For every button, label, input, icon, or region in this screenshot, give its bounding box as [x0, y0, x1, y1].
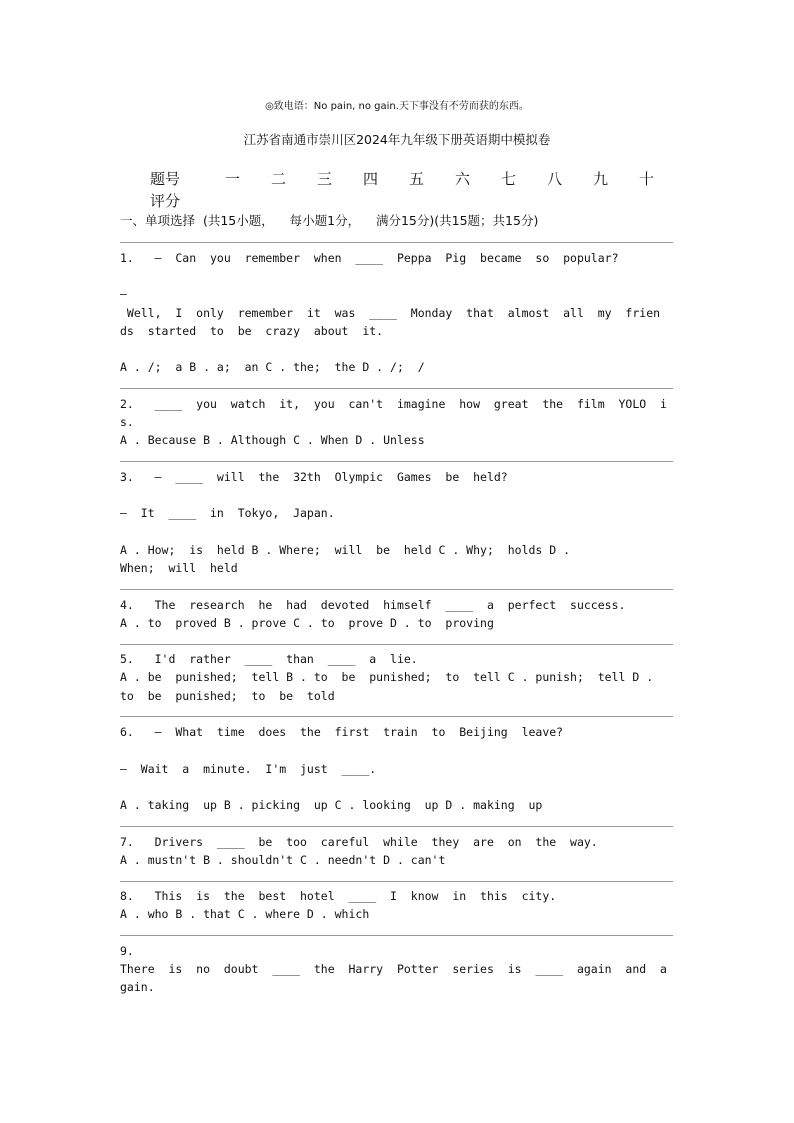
question-3-options: A . How; is held B . Where; will be held C . Why; holds D .: [120, 543, 571, 557]
score-table-header: [150, 168, 670, 188]
exam-title: 江苏省南通市崇川区2024年九年级下册英语期中模拟卷: [243, 132, 551, 147]
section-heading: 一、单项选择 (共15小题， 每小题1分， 满分15分)(共15题；共15分): [120, 213, 539, 228]
score-column-7: 七: [501, 170, 517, 188]
question-divider: [120, 242, 673, 243]
question-1-line-3: Well, I only remember it was ____ Monday that almost all my frien: [120, 306, 661, 320]
question-1-line-4: ds started to be crazy about it.: [120, 324, 384, 338]
score-column-8: 八: [547, 170, 563, 188]
question-8-options: A . who B . that C . where D . which: [120, 907, 370, 921]
question-7-options: A . mustn't B . shouldn't C . needn't D . can't: [120, 853, 446, 867]
question-9-line-1: 9.: [120, 944, 134, 958]
question-divider: [120, 644, 673, 645]
question-1-line-2: —: [120, 287, 127, 301]
question-3-options-cont: When; will held: [120, 561, 238, 575]
question-6-options: A . taking up B . picking up C . looking up D . making up: [120, 798, 543, 812]
question-2-line-1: 2. ____ you watch it, you can't imagine how great the film YOLO i: [120, 397, 667, 411]
question-8-line-1: 8. This is the best hotel ____ I know in this city.: [120, 889, 557, 903]
question-5-options: A . be punished; tell B . to be punished; to tell C . punish; tell D .: [120, 670, 654, 684]
question-4-options: A . to proved B . prove C . to prove D . to proving: [120, 616, 494, 630]
question-3-line-1: 3. — ____ will the 32th Olympic Games be held?: [120, 470, 508, 484]
score-column-4: 四: [363, 170, 379, 188]
question-2-options: A . Because B . Although C . When D . Unless: [120, 433, 425, 447]
score-column-5: 五: [409, 170, 425, 188]
score-column-9: 九: [593, 170, 609, 188]
question-9-line-3: gain.: [120, 980, 155, 994]
question-divider: [120, 826, 673, 827]
question-divider: [120, 935, 673, 936]
question-1-line-1: 1. — Can you remember when ____ Peppa Pig became so popular?: [120, 251, 619, 265]
score-column-1: 一: [225, 170, 241, 188]
score-column-10: 十: [639, 170, 655, 188]
question-3-line-2: — It ____ in Tokyo, Japan.: [120, 506, 335, 520]
question-7-line-1: 7. Drivers ____ be too careful while they are on the way.: [120, 835, 598, 849]
question-divider: [120, 388, 673, 389]
question-divider: [120, 881, 673, 882]
score-column-2: 二: [271, 170, 287, 188]
score-column-6: 六: [455, 170, 471, 188]
score-column-3: 三: [317, 170, 333, 188]
score-label-score: 评分: [150, 192, 181, 210]
question-6-line-2: — Wait a minute. I'm just ____.: [120, 762, 377, 776]
question-9-line-2: There is no doubt ____ the Harry Potter series is ____ again and a: [120, 962, 667, 976]
question-5-line-1: 5. I'd rather ____ than ____ a lie.: [120, 652, 418, 666]
question-4-line-1: 4. The research he had devoted himself ____ a perfect success.: [120, 598, 626, 612]
motto-line: ◎致电语：No pain, no gain.天下事没有不劳而获的东西。: [265, 101, 529, 112]
question-5-options-cont: to be punished; to be told: [120, 689, 335, 703]
question-divider: [120, 716, 673, 717]
question-2-line-2: s.: [120, 415, 134, 429]
question-6-line-1: 6. — What time does the first train to Beijing leave?: [120, 725, 564, 739]
question-1-options: A . /; a B . a; an C . the; the D . /; /: [120, 360, 425, 374]
score-label-number: 题号: [150, 170, 181, 188]
question-divider: [120, 589, 673, 590]
question-divider: [120, 461, 673, 462]
